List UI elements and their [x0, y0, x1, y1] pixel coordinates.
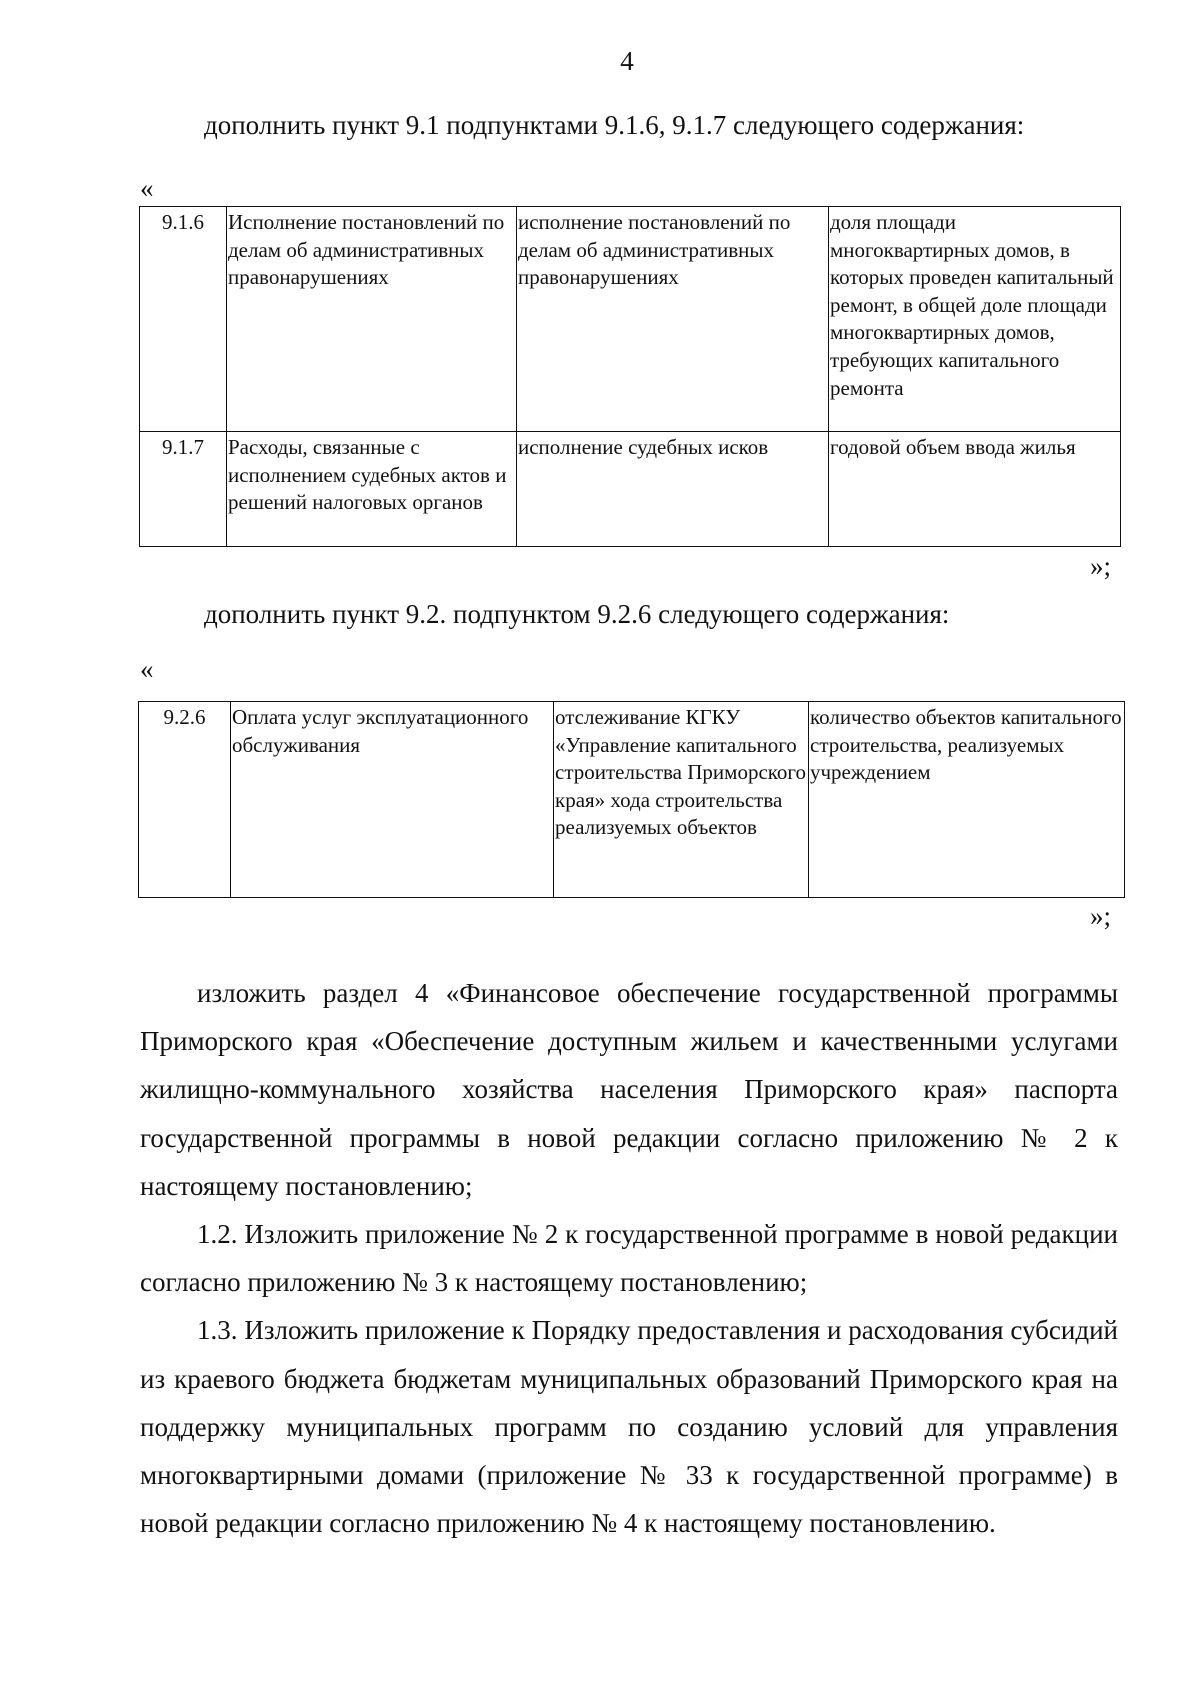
paragraph: изложить раздел 4 «Финансовое обеспечение государственной программы Приморского края «Обеспечение доступным жильем и качественными услугами жилищно-коммунального хозяйства населения Приморского края» паспорта государственной программы в новой редакции согласно приложению № 2 к настоящему постановлению; [140, 978, 1118, 1201]
page-number: 4 [620, 46, 634, 76]
table-row [139, 702, 1125, 898]
row-title: Оплата услуг эксплуатационного обслуживания [231, 702, 554, 898]
row-title: Расходы, связанные с исполнением судебных актов и решений налоговых органов [227, 432, 517, 547]
row-number: 9.2.6 [139, 702, 231, 898]
row-number: 9.1.7 [140, 432, 227, 547]
section2-open-quote: « [140, 654, 154, 684]
section1-open-quote: « [140, 173, 154, 203]
row-measure: исполнение постановлений по делам об административных правонарушениях [517, 207, 829, 432]
table-row [140, 207, 1121, 432]
paragraph: 1.2. Изложить приложение № 2 к государственной программе в новой редакции согласно приложению № 3 к настоящему постановлению; [140, 1219, 1118, 1298]
row-measure: отслеживание КГКУ «Управление капитального строительства Приморского края» хода строительства реализуемых объектов [554, 702, 809, 898]
row-indicator: годовой объем ввода жилья [829, 432, 1121, 547]
section1-close-quote: »; [1090, 551, 1112, 581]
row-title: Исполнение постановлений по делам об административных правонарушениях [227, 207, 517, 432]
section1-intro: дополнить пункт 9.1 подпунктами 9.1.6, 9.1.7 следующего содержания: [204, 110, 1025, 140]
row-indicator: доля площади многоквартирных домов, в которых проведен капитальный ремонт, в общей доле площади многоквартирных домов, требующих капитального ремонта [829, 207, 1121, 432]
row-number: 9.1.6 [140, 207, 227, 432]
body-text [140, 969, 1118, 1547]
row-measure: исполнение судебных исков [517, 432, 829, 547]
table-row [140, 432, 1121, 547]
row-indicator: количество объектов капитального строительства, реализуемых учреждением [809, 702, 1125, 898]
paragraph: 1.3. Изложить приложение к Порядку предоставления и расходования субсидий из краевого бюджета бюджетам муниципальных образований Приморского края на поддержку муниципальных программ по созданию условий для управления многоквартирными домами (приложение № 33 к государственной программе) в новой редакции согласно приложению № 4 к настоящему постановлению. [140, 1315, 1118, 1539]
section2-intro: дополнить пункт 9.2. подпунктом 9.2.6 следующего содержания: [204, 599, 950, 629]
section1-table [139, 206, 1121, 547]
section2-close-quote: »; [1090, 901, 1112, 931]
section2-table [138, 701, 1125, 898]
